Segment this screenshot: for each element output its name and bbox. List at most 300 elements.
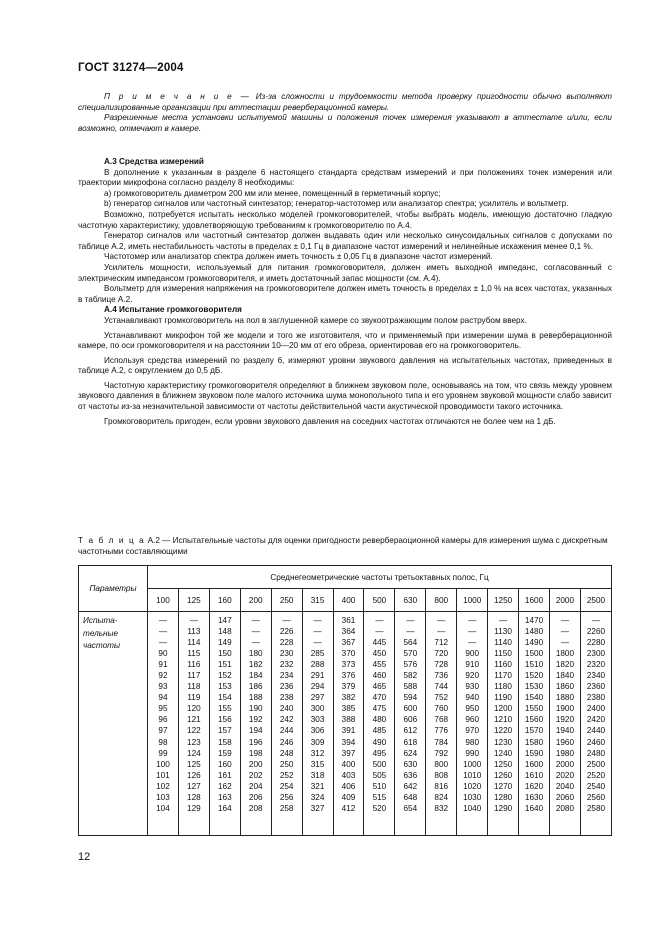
frequency-value: 1820 <box>555 660 575 670</box>
frequency-column <box>364 612 395 836</box>
frequency-value: 367 <box>341 638 356 648</box>
frequency-value: 200 <box>248 759 263 769</box>
frequency-column <box>302 612 333 836</box>
frequency-value: 2500 <box>586 759 606 769</box>
frequency-value: 154 <box>217 693 232 703</box>
frequency-value: 327 <box>310 803 325 813</box>
frequency-value: 125 <box>187 759 201 769</box>
frequency-value: 118 <box>187 682 201 692</box>
frequency-value: 156 <box>217 715 232 725</box>
frequency-value: 364 <box>341 627 356 637</box>
frequency-value: 1490 <box>524 638 544 648</box>
frequency-value: 160 <box>217 759 232 769</box>
frequency-value: 163 <box>217 792 232 802</box>
frequency-value: 2560 <box>586 792 606 802</box>
table-header-row <box>79 566 612 589</box>
table-caption-label: Т а б л и ц а <box>78 536 146 545</box>
frequency-value: 495 <box>372 748 387 758</box>
frequency-value: 250 <box>279 759 294 769</box>
frequency-value: 124 <box>187 748 201 758</box>
frequency-value: 238 <box>279 693 294 703</box>
frequency-value: 720 <box>434 649 449 659</box>
frequency-value: — <box>158 616 168 625</box>
frequency-value: 570 <box>403 649 418 659</box>
frequency-value: 324 <box>310 792 325 802</box>
band-header: 125 <box>178 589 209 612</box>
frequency-value: 240 <box>279 704 294 714</box>
frequency-value: 1960 <box>555 737 575 747</box>
frequency-value: 808 <box>434 770 449 780</box>
band-header: 1000 <box>457 589 488 612</box>
paragraph: Используя средства измерений по разделу 6, измеряют уровни звукового давления на испытательных частотах, приведенных в таблице А.2, с округлением до 0,5 дБ. <box>78 355 612 376</box>
paragraph: Усилитель мощности, используемый для питания громкоговорителя, должен иметь выходной импеданс, согласованный с электрическим импедансом громкоговорителя, и иметь достаточный запас мощности (см. А.4). <box>78 262 612 283</box>
frequency-table <box>78 565 612 836</box>
frequency-value: 91 <box>158 660 168 670</box>
frequency-value: 192 <box>248 715 263 725</box>
frequency-value: 309 <box>310 737 325 747</box>
frequency-value: 100 <box>156 759 170 769</box>
frequency-value: 306 <box>310 726 325 736</box>
frequency-value: 158 <box>217 737 232 747</box>
frequency-value: 490 <box>372 737 387 747</box>
frequency-value: 752 <box>434 693 449 703</box>
frequency-value: 294 <box>310 682 325 692</box>
frequency-value: 1480 <box>524 627 544 637</box>
frequency-value: 576 <box>403 660 418 670</box>
frequency-value: 1510 <box>524 660 544 670</box>
frequency-value: 950 <box>465 704 480 714</box>
frequency-column <box>580 612 611 836</box>
frequency-value: 485 <box>372 726 387 736</box>
frequency-value: 505 <box>372 770 387 780</box>
frequency-value: 2440 <box>586 726 606 736</box>
frequency-value: 1500 <box>524 649 544 659</box>
frequency-value: 234 <box>279 671 294 681</box>
frequency-value: 373 <box>341 660 356 670</box>
paragraph: Возможно, потребуется испытать несколько моделей громкоговорителей, чтобы выбрать модель, имеющую достаточно гладкую частотную характеристику, удовлетворяющую требованиям к громкоговорителю по А.4. <box>78 209 612 230</box>
note-paragraph: Разрешенные места установки испытуемой машины и положения точек измерения указывают в аттестате и/или, если возможно, отмечают в камере. <box>78 113 612 133</box>
frequency-value: — <box>468 627 477 637</box>
frequency-value: 582 <box>403 671 418 681</box>
frequency-column <box>271 612 302 836</box>
frequency-value: 1290 <box>493 803 513 813</box>
band-header: 200 <box>240 589 271 612</box>
frequency-value: — <box>560 616 570 625</box>
frequency-value: 1020 <box>463 781 482 791</box>
frequency-value: 1130 <box>494 627 512 637</box>
list-item: а) громкоговоритель диаметром 200 мм или менее, помещенный в герметичный корпус; <box>104 188 441 198</box>
frequency-column <box>519 612 550 836</box>
frequency-value: 1980 <box>555 748 575 758</box>
frequency-value: 153 <box>217 682 232 692</box>
band-header: 630 <box>395 589 426 612</box>
frequency-value: 1210 <box>493 715 513 725</box>
frequency-value: 397 <box>341 748 356 758</box>
frequency-value: — <box>591 616 601 625</box>
section-a3 <box>78 157 612 427</box>
frequency-value: 123 <box>187 737 201 747</box>
frequency-value: 2280 <box>586 638 606 648</box>
frequency-value: 910 <box>465 660 480 670</box>
frequency-column <box>178 612 209 836</box>
frequency-value: 113 <box>187 627 201 637</box>
frequency-value: 1280 <box>493 792 513 802</box>
frequency-value: 2320 <box>586 660 606 670</box>
band-header: 315 <box>302 589 333 612</box>
frequency-column <box>333 612 364 836</box>
frequency-value: 228 <box>279 638 294 648</box>
row-label-line: Испыта- <box>83 616 118 625</box>
frequency-value: 712 <box>434 638 449 648</box>
frequency-value: — <box>406 627 415 637</box>
frequency-value: — <box>468 616 477 625</box>
frequency-value: 970 <box>465 726 480 736</box>
frequency-value: 90 <box>158 649 168 659</box>
frequency-value: 182 <box>248 660 263 670</box>
frequency-value: 930 <box>465 682 480 692</box>
frequency-value: 1160 <box>494 660 512 670</box>
frequency-value: 470 <box>372 693 387 703</box>
frequency-value: 208 <box>248 803 263 813</box>
frequency-value: 450 <box>372 649 387 659</box>
frequency-value: 92 <box>158 671 168 681</box>
frequency-value: 1620 <box>524 781 544 791</box>
frequency-column <box>209 612 240 836</box>
frequency-value: 162 <box>217 781 232 791</box>
frequency-value: 385 <box>341 704 356 714</box>
frequency-value: 232 <box>279 660 294 670</box>
frequency-value: 190 <box>248 704 263 714</box>
frequency-value: 248 <box>279 748 294 758</box>
paragraph: Частотную характеристику громкоговорителя определяют в ближнем звуковом поле, основываясь на том, что связь между уровнем звукового давления в ближнем звуковом поле малого источника шума монопольного типа и его уровнем звуковой мощности слабо зависит от частоты из-за незначительной зависимости от частоты действительной части акустической проводимости такого источника. <box>78 380 612 412</box>
frequency-value: 94 <box>158 693 168 703</box>
frequency-value: 370 <box>341 649 356 659</box>
frequency-column <box>395 612 426 836</box>
frequency-value: 460 <box>372 671 387 681</box>
frequency-value: 400 <box>341 759 356 769</box>
frequency-value: 258 <box>279 803 294 813</box>
frequency-value: 2420 <box>586 715 606 725</box>
frequency-value: 157 <box>217 726 232 736</box>
band-header: 1600 <box>519 589 550 612</box>
frequency-value: 406 <box>341 781 356 791</box>
frequency-value: 1030 <box>463 792 482 802</box>
frequency-value: 303 <box>310 715 325 725</box>
frequency-value: 119 <box>187 693 201 703</box>
frequency-value: 148 <box>217 627 232 637</box>
paragraph: Устанавливают громкоговоритель на пол в заглушенной камере со звукоотражающим полом раструбом вверх. <box>104 315 527 325</box>
frequency-value: 164 <box>217 803 232 813</box>
frequency-value: 120 <box>187 704 201 714</box>
frequency-value: 940 <box>465 693 480 703</box>
group-header: Среднегеометрические частоты третьоктавных полос, Гц <box>148 566 612 589</box>
frequency-value: 728 <box>434 660 449 670</box>
frequency-value: 127 <box>187 781 201 791</box>
frequency-value: 1270 <box>493 781 513 791</box>
band-header: 100 <box>148 589 179 612</box>
row-label-line: тельные <box>83 628 119 638</box>
band-header: 800 <box>426 589 457 612</box>
frequency-value: — <box>158 638 168 648</box>
frequency-value: 1590 <box>524 748 544 758</box>
frequency-value: 97 <box>158 726 168 736</box>
frequency-value: 128 <box>187 792 201 802</box>
frequency-value: 654 <box>403 803 418 813</box>
frequency-value: 117 <box>187 671 201 681</box>
frequency-value: 816 <box>434 781 449 791</box>
frequency-value: — <box>251 616 260 625</box>
frequency-value: 126 <box>187 770 201 780</box>
frequency-value: 594 <box>403 693 418 703</box>
frequency-value: — <box>313 627 322 637</box>
frequency-value: 2480 <box>586 748 606 758</box>
band-header: 2500 <box>580 589 611 612</box>
frequency-value: — <box>189 616 198 625</box>
frequency-value: 315 <box>310 759 325 769</box>
frequency-value: 204 <box>248 781 263 791</box>
frequency-value: 1520 <box>524 671 544 681</box>
frequency-value: 2000 <box>555 759 575 769</box>
frequency-value: 291 <box>310 671 325 681</box>
frequency-value: 1040 <box>463 803 482 813</box>
frequency-value: 196 <box>248 737 263 747</box>
frequency-value: 254 <box>279 781 294 791</box>
frequency-value: 159 <box>217 748 232 758</box>
frequency-value: 297 <box>310 693 325 703</box>
frequency-value: 236 <box>279 682 294 692</box>
frequency-value: 2020 <box>555 770 575 780</box>
frequency-value: 1180 <box>494 682 512 692</box>
frequency-value: 312 <box>310 748 325 758</box>
list-item: b) генератор сигналов или частотный синтезатор; генератор-частотомер или анализатор спектра; усилитель и вольтметр. <box>104 199 569 209</box>
frequency-value: 1000 <box>463 759 482 769</box>
frequency-value: 1250 <box>493 759 513 769</box>
frequency-value: — <box>375 616 384 625</box>
section-title: А.3 Средства измерений <box>104 157 204 166</box>
frequency-value: 515 <box>372 792 387 802</box>
frequency-value: 1170 <box>494 671 512 681</box>
band-header: 2000 <box>549 589 580 612</box>
frequency-value: 600 <box>403 704 418 714</box>
frequency-value: 1550 <box>524 704 544 714</box>
frequency-value: 198 <box>248 748 263 758</box>
table-row <box>79 612 612 836</box>
frequency-value: 465 <box>372 682 387 692</box>
frequency-value: 101 <box>156 770 170 780</box>
frequency-value: 285 <box>310 649 325 659</box>
frequency-value: 1940 <box>555 726 575 736</box>
frequency-value: 510 <box>372 781 387 791</box>
frequency-value: 768 <box>434 715 449 725</box>
frequency-value: 2080 <box>555 803 575 813</box>
frequency-value: — <box>313 638 322 648</box>
frequency-value: 318 <box>310 770 325 780</box>
frequency-column <box>148 612 179 836</box>
frequency-value: — <box>251 638 260 648</box>
frequency-value: 102 <box>156 781 170 791</box>
frequency-value: 93 <box>158 682 168 692</box>
frequency-value: 475 <box>372 704 387 714</box>
frequency-value: 188 <box>248 693 263 703</box>
frequency-value: 1640 <box>524 803 544 813</box>
frequency-value: 379 <box>341 682 356 692</box>
frequency-value: 121 <box>187 715 201 725</box>
frequency-value: 194 <box>248 726 263 736</box>
document-code: ГОСТ 31274—2004 <box>78 62 184 74</box>
paragraph: Частотомер или анализатор спектра должен иметь точность ± 0,05 Гц в диапазоне частот измерений. <box>104 252 493 262</box>
frequency-value: 2060 <box>555 792 575 802</box>
frequency-value: 116 <box>187 660 201 670</box>
frequency-value: 1600 <box>524 759 544 769</box>
frequency-column <box>240 612 271 836</box>
frequency-value: 242 <box>279 715 294 725</box>
frequency-value: 98 <box>158 737 168 747</box>
frequency-value: 2460 <box>586 737 606 747</box>
frequency-value: 612 <box>403 726 418 736</box>
frequency-value: 152 <box>217 671 232 681</box>
paragraph: Вольтметр для измерения напряжения на громкоговорителе должен иметь точность в пределах ± 1,0 % на всех частотах, указанных в таблице А.2. <box>78 284 612 304</box>
frequency-value: 151 <box>217 660 232 670</box>
paragraph: Громкоговоритель пригоден, если уровни звукового давления на соседних частотах отличаются не более чем на 1 дБ. <box>104 416 556 426</box>
frequency-value: 980 <box>465 737 480 747</box>
frequency-value: 1560 <box>524 715 544 725</box>
frequency-value: 103 <box>156 792 170 802</box>
band-header: 500 <box>364 589 395 612</box>
frequency-value: 2580 <box>586 803 606 813</box>
frequency-value: 403 <box>341 770 356 780</box>
frequency-value: 1260 <box>493 770 513 780</box>
frequency-value: 630 <box>403 759 418 769</box>
frequency-value: 149 <box>217 638 232 648</box>
frequency-value: — <box>375 627 384 637</box>
frequency-value: — <box>406 616 415 625</box>
frequency-value: 114 <box>187 638 201 648</box>
frequency-value: 2520 <box>586 770 606 780</box>
frequency-value: 1800 <box>555 649 575 659</box>
frequency-value: 388 <box>341 715 356 725</box>
frequency-value: — <box>468 638 477 648</box>
frequency-value: 184 <box>248 671 263 681</box>
section-title: А.4 Испытание громкоговорителя <box>104 305 242 315</box>
frequency-value: 382 <box>341 693 356 703</box>
frequency-value: 900 <box>465 649 480 659</box>
band-header: 160 <box>209 589 240 612</box>
frequency-value: 147 <box>217 616 232 625</box>
note-text: Из-за сложности и трудоемкости метода проверку пригодности обычно выполняют специализированные организации при аттестации реверберационной камеры. <box>78 92 612 112</box>
frequency-value: 2360 <box>586 682 606 692</box>
frequency-value: — <box>560 638 570 648</box>
frequency-value: 776 <box>434 726 449 736</box>
frequency-value: 920 <box>465 671 480 681</box>
frequency-value: 95 <box>158 704 168 714</box>
frequency-value: 648 <box>403 792 418 802</box>
frequency-value: 246 <box>279 737 294 747</box>
param-header: Параметры <box>79 566 148 612</box>
frequency-value: 256 <box>279 792 294 802</box>
frequency-value: 1190 <box>494 693 512 703</box>
frequency-value: 288 <box>310 660 325 670</box>
notes-block <box>78 92 612 134</box>
paragraph: Генератор сигналов или частотный синтезатор должен выдавать один или несколько синусоидальных сигналов с допусками по таблице А.2, иметь нестабильность частоты в пределах ± 0,1 Гц в диапазоне частот измерений и нелинейные искажения менее 0,1 %. <box>78 231 612 251</box>
frequency-value: 760 <box>434 704 449 714</box>
frequency-value: 2340 <box>586 671 606 681</box>
frequency-value: 122 <box>187 726 201 736</box>
frequency-value: 155 <box>217 704 232 714</box>
frequency-value: — <box>251 627 260 637</box>
frequency-value: 376 <box>341 671 356 681</box>
note-paragraph <box>78 92 612 113</box>
frequency-value: — <box>437 616 446 625</box>
frequency-value: 409 <box>341 792 356 802</box>
frequency-value: 1150 <box>494 649 512 659</box>
band-header: 1250 <box>488 589 519 612</box>
row-label-line: частоты <box>83 641 121 650</box>
frequency-value: 832 <box>434 803 449 813</box>
bands-row <box>79 589 612 612</box>
table-caption <box>78 536 612 557</box>
frequency-value: 1530 <box>524 682 544 692</box>
frequency-column <box>457 612 488 836</box>
frequency-value: 606 <box>403 715 418 725</box>
frequency-value: 445 <box>372 638 387 648</box>
frequency-value: 636 <box>403 770 418 780</box>
frequency-value: 2540 <box>586 781 606 791</box>
frequency-value: 1580 <box>524 737 544 747</box>
frequency-column <box>549 612 580 836</box>
frequency-value: 2400 <box>586 704 606 714</box>
frequency-value: 736 <box>434 671 449 681</box>
frequency-value: 2300 <box>586 649 606 659</box>
frequency-value: 412 <box>341 803 356 813</box>
paragraph: В дополнение к указанным в разделе 6 настоящего стандарта средствам измерений и при положениях точек измерения или траектории микрофона согласно разделу 8 необходимы: <box>78 167 612 188</box>
band-header: 250 <box>271 589 302 612</box>
note-label: П р и м е ч а н и е — <box>104 92 251 101</box>
frequency-value: 1240 <box>493 748 513 758</box>
frequency-value: 1470 <box>524 616 544 625</box>
frequency-value: — <box>158 627 168 637</box>
frequency-value: 800 <box>434 759 449 769</box>
row-label <box>79 612 148 836</box>
frequency-value: 129 <box>187 803 201 813</box>
frequency-value: 150 <box>217 649 232 659</box>
frequency-value: 624 <box>403 748 418 758</box>
frequency-value: 391 <box>341 726 356 736</box>
frequency-value: 300 <box>310 704 325 714</box>
frequency-value: 618 <box>403 737 418 747</box>
frequency-value: 202 <box>248 770 263 780</box>
frequency-value: 642 <box>403 781 418 791</box>
frequency-value: 1900 <box>555 704 575 714</box>
frequency-value: 1570 <box>524 726 544 736</box>
frequency-value: 1230 <box>493 737 513 747</box>
frequency-value: 792 <box>434 748 449 758</box>
frequency-value: 824 <box>434 792 449 802</box>
frequency-value: 252 <box>279 770 294 780</box>
frequency-value: 744 <box>434 682 449 692</box>
frequency-value: 361 <box>341 616 356 625</box>
band-header: 400 <box>333 589 364 612</box>
frequency-value: 455 <box>372 660 387 670</box>
frequency-value: 1860 <box>555 682 575 692</box>
frequency-value: — <box>499 616 508 625</box>
frequency-value: 500 <box>372 759 387 769</box>
frequency-value: 244 <box>279 726 294 736</box>
frequency-value: 520 <box>372 803 387 813</box>
frequency-value: 180 <box>248 649 263 659</box>
frequency-value: — <box>437 627 446 637</box>
frequency-value: 2260 <box>586 627 606 637</box>
frequency-value: 1920 <box>555 715 575 725</box>
